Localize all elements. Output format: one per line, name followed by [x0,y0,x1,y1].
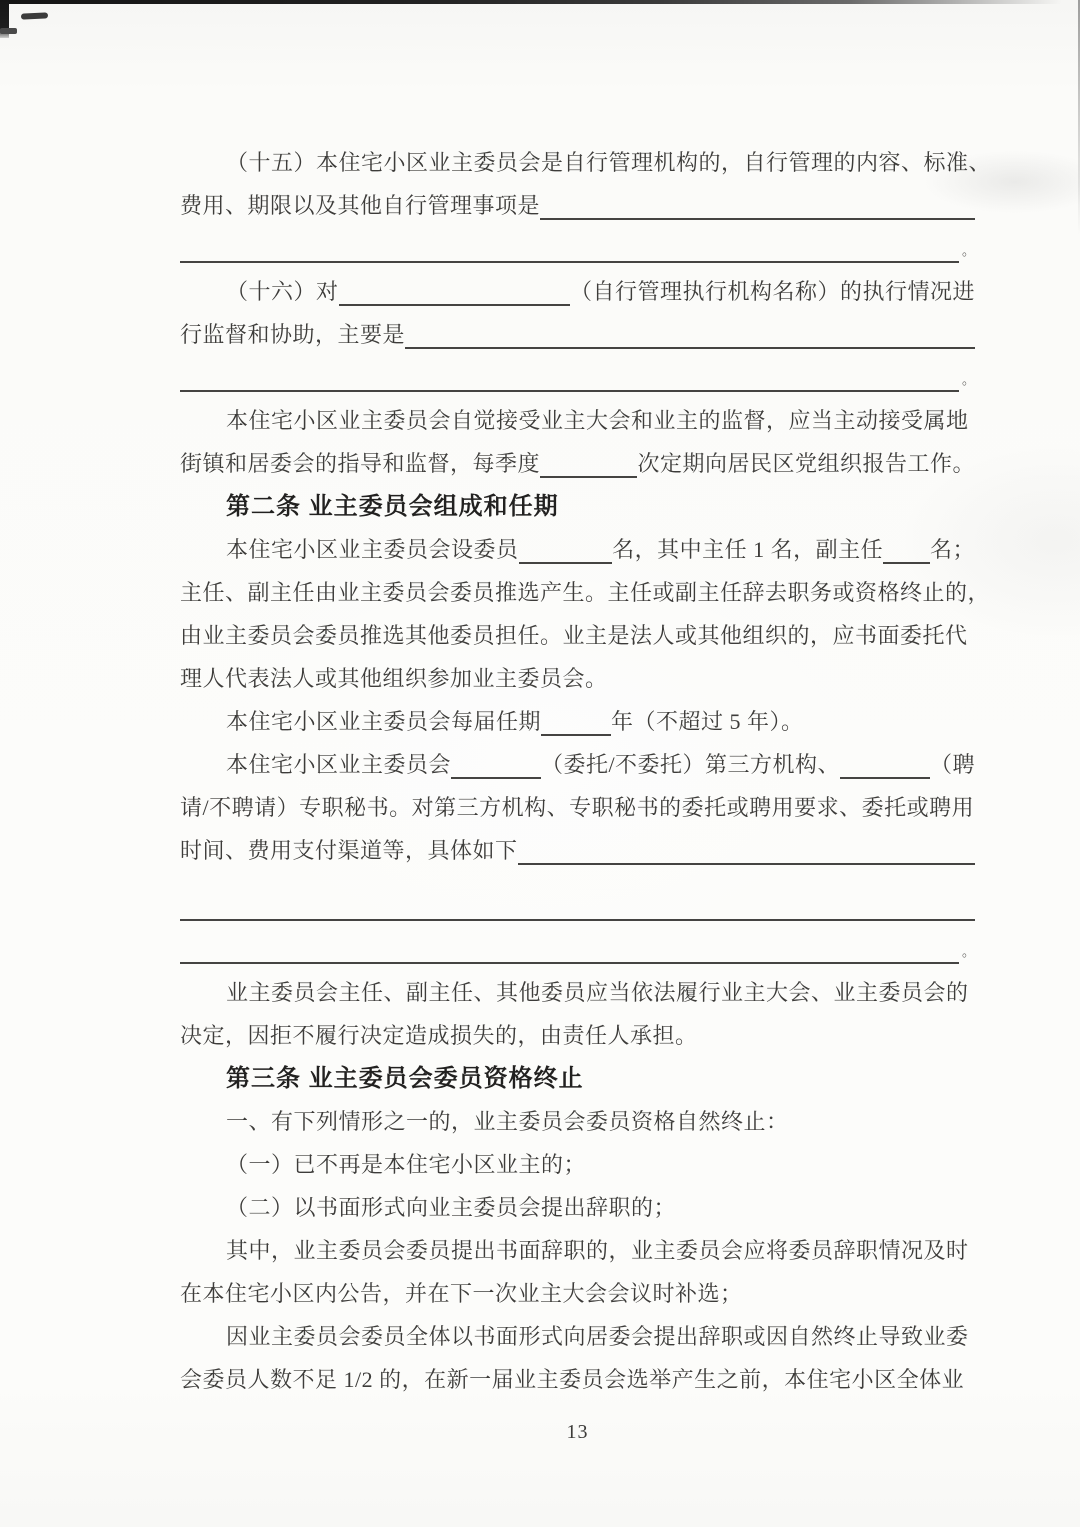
line-text: （十五）本住宅小区业主委员会是自行管理机构的，自行管理的内容、标准、 [226,150,992,175]
line-text: 第二条 业主委员会组成和任期 [226,493,559,520]
line-text: 街镇和居委会的指导和监督，每季度 [180,451,541,476]
line-text: 费用、期限以及其他自行管理事项是 [180,193,541,218]
line-text: 名； [929,537,975,562]
line-text: （二）以书面形式向业主委员会提出辞职的； [226,1195,677,1220]
article-2-para-3-line-1 [180,743,975,786]
article-3-para-1-line-1 [180,1229,975,1272]
line-text: 因业主委员会委员全体以书面形式向居委会提出辞职或因自然终止导致业委 [226,1324,969,1349]
article-3-para-2-line-1 [180,1315,975,1358]
article-2-para-1-line-2 [180,571,991,614]
page-number: 13 [566,1421,589,1443]
line-text: 本住宅小区业主委员会自觉接受业主大会和业主的监督，应当主动接受属地 [226,408,969,433]
clause-15-line-3 [180,227,975,270]
blank-underline [339,274,570,306]
line-end-period: 。 [961,372,975,387]
article-2-para-1-line-3 [180,614,975,657]
line-text: 年（不超过 5 年）。 [611,709,804,734]
scan-artifact-dash [0,28,17,34]
blank-underline [540,188,975,220]
blank-underline [180,932,959,964]
blank-underline [883,532,930,564]
clause-16-line-3 [180,356,975,399]
article-2-para-3-line-3 [180,829,975,872]
line-text: 会委员人数不足 1/2 的，在新一届业主委员会选举产生之前，本住宅小区全体业 [180,1367,965,1392]
blank-underline [840,747,930,779]
line-text: 由业主委员会委员推选其他委员担任。业主是法人或其他组织的，应书面委托代 [180,623,968,648]
line-text: 时间、费用支付渠道等，具体如下 [180,838,518,863]
article-3-item-2 [180,1186,975,1229]
blank-underline [180,231,959,263]
line-text: 次定期向居民区党组织报告工作。 [637,451,975,476]
document-body [180,141,992,1444]
line-text: （十六）对 [226,279,339,304]
scan-artifact-dash [21,12,48,19]
line-text: 本住宅小区业主委员会每届任期 [226,709,542,734]
line-text: （自行管理执行机构名称）的执行情况进 [569,279,975,304]
blank-underline [180,360,959,392]
article-2-para-1-line-1 [180,528,975,571]
article-2-para-2 [180,700,975,743]
article-2-para-1-line-4 [180,657,975,700]
blank-underline [518,833,975,865]
line-text: 请/不聘请）专职秘书。对第三方机构、专职秘书的委托或聘用要求、委托或聘用 [180,795,975,820]
article-2-para-4-line-2 [180,1014,975,1057]
blank-underline [180,889,975,921]
blank-underline [541,704,611,736]
clause-16-line-2 [180,313,975,356]
blank-underline [451,747,541,779]
clause-16-line-1 [180,270,975,313]
clause-15-line-2 [180,184,975,227]
blank-underline [519,532,613,564]
section-heading [180,1057,975,1100]
line-text: 其中，业主委员会委员提出书面辞职的，业主委员会应将委员辞职情况及时 [226,1238,969,1263]
line-text: 决定，因拒不履行决定造成损失的，由责任人承担。 [180,1023,698,1048]
line-text: 理人代表法人或其他组织参加业主委员会。 [180,666,608,691]
article-3-para-2-line-2 [180,1358,975,1401]
clause-15-line-1 [180,141,992,184]
supervision-para-line-2 [180,442,975,485]
blank-underline [405,317,975,349]
scan-artifact-top-edge [0,0,1062,4]
blank-underline [540,446,637,478]
article-3-para-1-line-2 [180,1272,975,1315]
article-2-para-3-line-5 [180,928,975,971]
line-text: 本住宅小区业主委员会 [226,752,452,777]
article-3-item-intro [180,1100,975,1143]
line-text: 在本住宅小区内公告，并在下一次业主大会会议时补选； [180,1281,743,1306]
line-text: 一、有下列情形之一的，业主委员会委员资格自然终止： [226,1109,789,1134]
article-2-para-4-line-1 [180,971,975,1014]
line-text: （委托/不委托）第三方机构、 [540,752,841,777]
line-text: （聘 [929,752,975,777]
article-3-item-1 [180,1143,975,1186]
line-end-period: 。 [961,944,975,959]
line-text: 第三条 业主委员会委员资格终止 [226,1065,584,1092]
supervision-para-line-1 [180,399,975,442]
line-text: 主任、副主任由业主委员会委员推选产生。主任或副主任辞去职务或资格终止的， [180,580,991,605]
article-2-para-3-line-2 [180,786,975,829]
line-text: 名，其中主任 1 名，副主任 [612,537,884,562]
section-heading [180,485,975,528]
line-text: 行监督和协助，主要是 [180,322,406,347]
line-text: （一）已不再是本住宅小区业主的； [226,1152,587,1177]
article-2-para-3-line-4 [180,885,975,928]
line-text: 业主委员会主任、副主任、其他委员应当依法履行业主大会、业主委员会的 [226,980,969,1005]
line-end-period: 。 [961,243,975,258]
line-text: 本住宅小区业主委员会设委员 [226,537,519,562]
